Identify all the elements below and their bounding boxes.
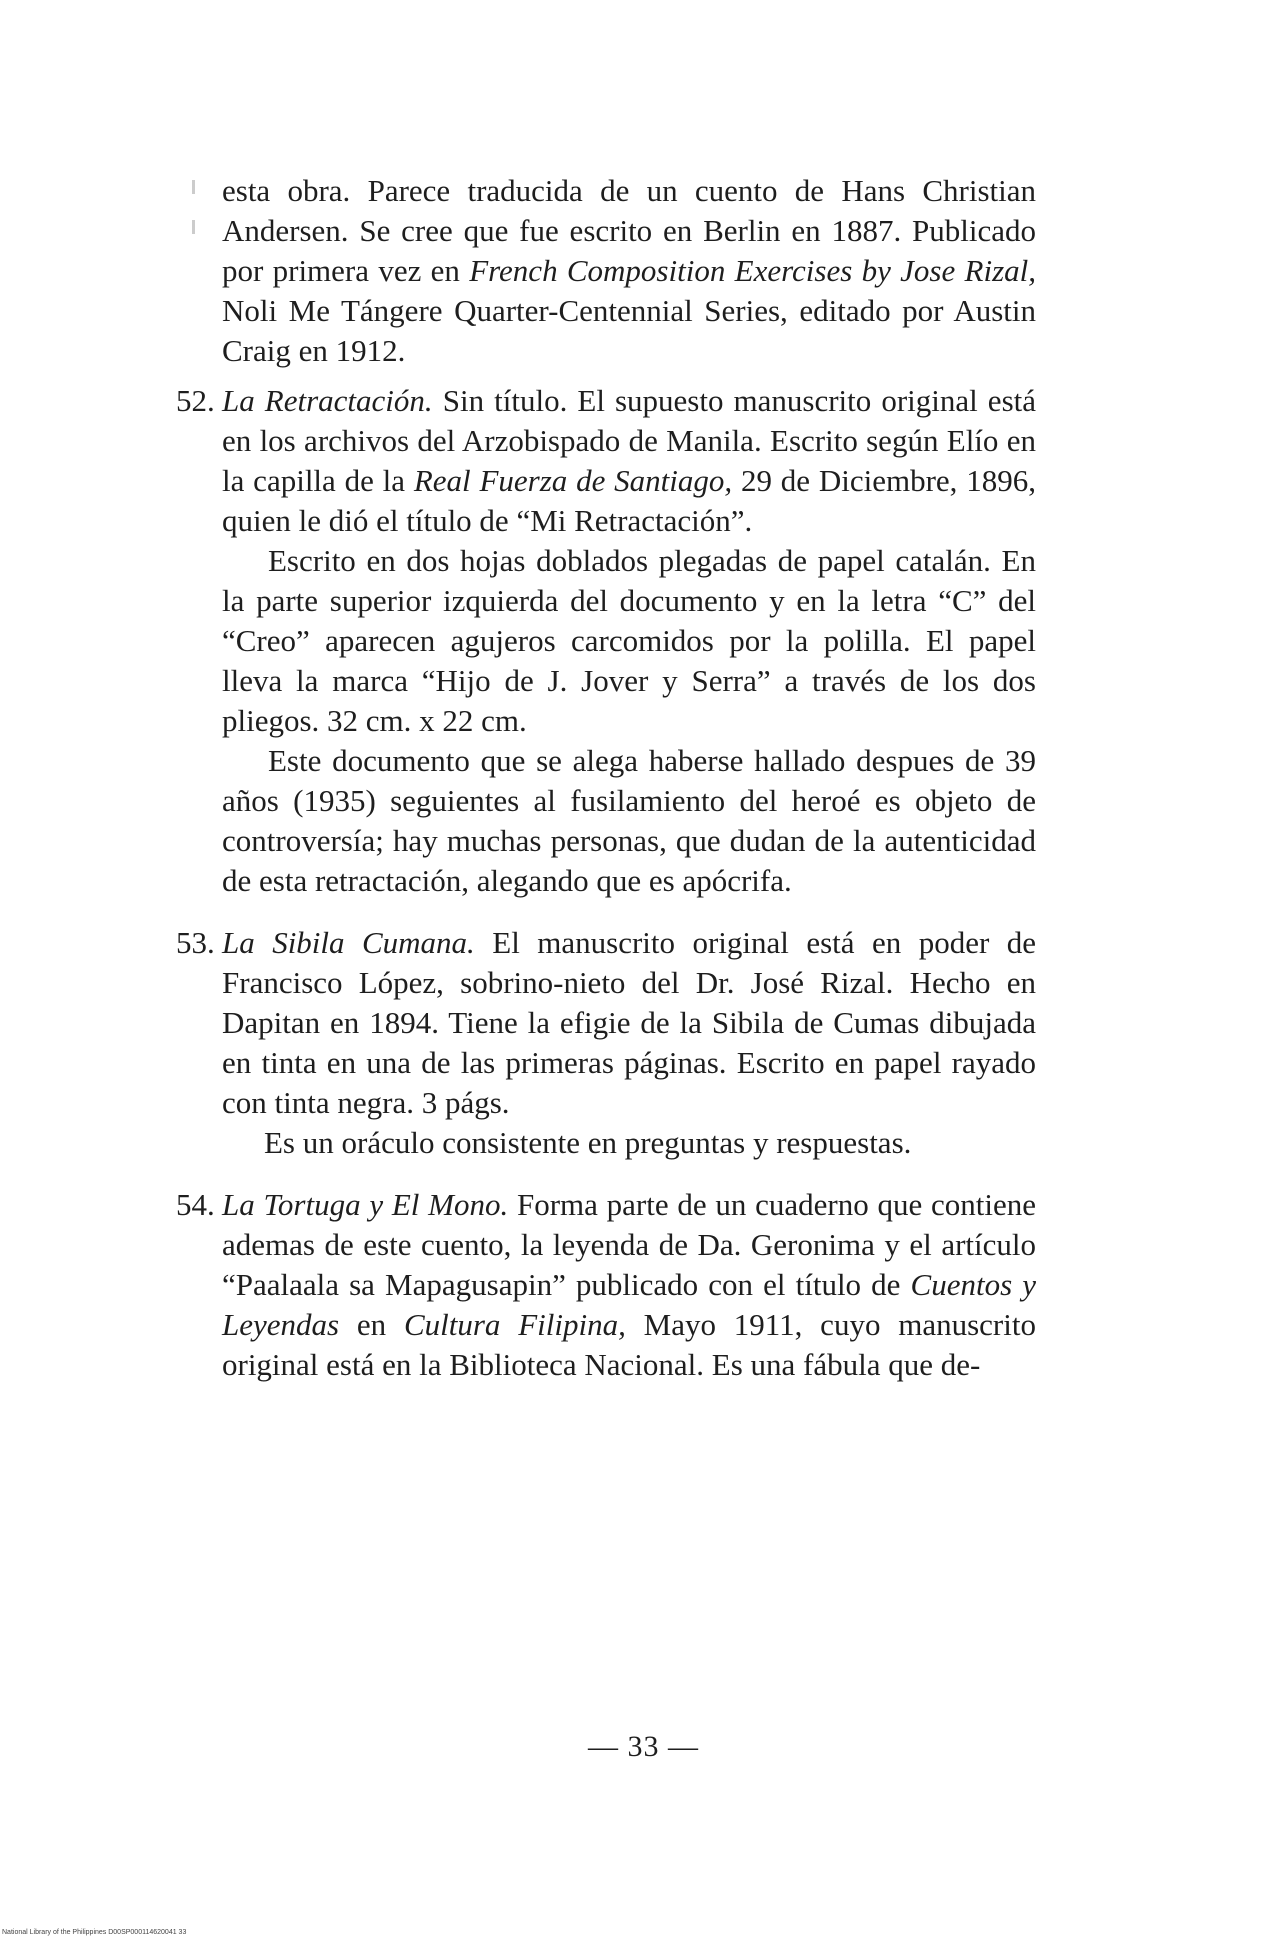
entry-number: 54.	[176, 1187, 215, 1222]
scan-source-note: National Library of the Philippines D00SP000114620041 33	[2, 1929, 187, 1936]
entry-paragraph: Es un oráculo consistente en preguntas y respuestas.	[264, 1125, 912, 1160]
entry-text: Forma parte de un cuaderno que contiene ademas de este cuento, la leyenda de Da. Geronima y el artículo “Paalaala sa Mapagusapin” publicado con el título de	[222, 1187, 1037, 1302]
entry-text: Mayo 1911, cuyo manuscrito original está en la Biblioteca Nacional. Es una fábula que de-	[222, 1307, 1036, 1382]
scan-margin-marks	[192, 180, 202, 260]
continuation-paragraph	[222, 171, 1036, 371]
entry-53	[176, 923, 1036, 1163]
entry-text: en	[339, 1307, 404, 1342]
entry-text: El manuscrito original está en poder de Francisco López, sobrino-nieto del Dr. José Rizal. Hecho en Dapitan en 1894. Tiene la efigie de la Sibila de Cumas dibujada en tinta en una de las primeras páginas. Escrito en papel rayado con tinta negra. 3 págs.	[222, 925, 1036, 1120]
entry-paragraph: Este documento que se alega haberse hallado despues de 39 años (1935) seguientes al fusilamiento del heroé es objeto de controversía; hay muchas personas, que dudan de la autenticidad de esta retractación, alegando que es apócrifa.	[222, 743, 1036, 898]
entry-lead-paragraph	[222, 1185, 1036, 1385]
entry-title: La Retractación.	[222, 383, 433, 418]
entry-lead-paragraph	[222, 923, 1036, 1123]
entry-paragraph: Escrito en dos hojas doblados plegadas de papel catalán. En la parte superior izquierda del documento y en la letra “C” del “Creo” aparecen agujeros carcomidos por la polilla. El papel lleva la marca “Hijo de J. Jover y Serra” a través de los dos pliegos. 32 cm. x 22 cm.	[222, 543, 1036, 738]
entry-number: 52.	[176, 383, 215, 418]
continuation-text: esta obra. Parece traducida de un cuento de Hans Christian Andersen. Se cree que fue escrito en Berlin en 1887. Publicado por primera vez en	[222, 173, 1036, 288]
entry-text: Sin título. El supuesto manuscrito original está en los archivos del Arzobispado de Manila. Escrito según Elío en la capilla de la	[222, 383, 1037, 498]
entry-text: 29 de Diciembre, 1896, quien le dió el título de “Mi Retractación”.	[222, 463, 1036, 538]
continuation-italic: French Composition Exercises by Jose Rizal,	[469, 253, 1036, 288]
continuation-text-end: Noli Me Tángere Quarter-Centennial Series, editado por Austin Craig en 1912.	[222, 293, 1036, 368]
entry-52	[176, 381, 1037, 901]
entry-italic: Real Fuerza de Santiago,	[413, 463, 733, 498]
page-number: — 33 —	[588, 1730, 699, 1763]
entry-italic: Cultura Filipina,	[403, 1307, 626, 1342]
document-page	[176, 171, 1037, 1385]
entry-54	[176, 1185, 1037, 1385]
entry-lead-paragraph	[222, 381, 1036, 541]
entry-title: La Sibila Cumana.	[222, 925, 475, 960]
entry-title: La Tortuga y El Mono.	[222, 1187, 509, 1222]
entry-italic: Cuentos y Leyendas	[222, 1267, 1036, 1342]
entry-number: 53.	[176, 925, 215, 960]
